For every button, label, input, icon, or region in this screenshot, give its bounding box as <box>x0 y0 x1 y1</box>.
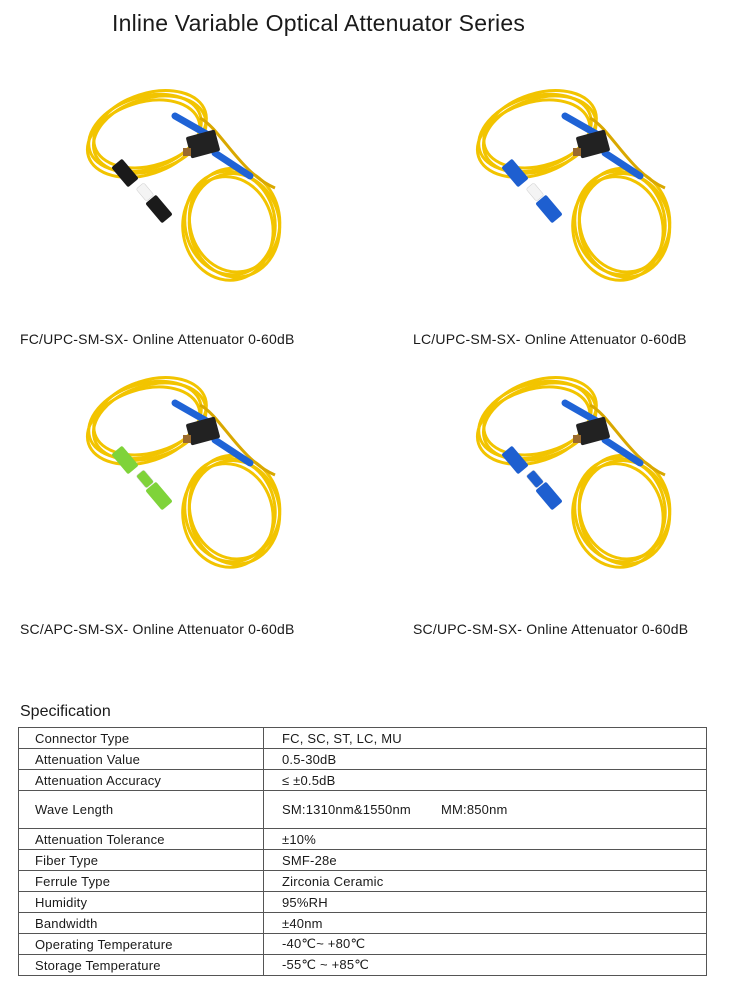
table-row <box>19 913 707 934</box>
fiber-coil <box>77 78 216 191</box>
spec-value: ≤ ±0.5dB <box>264 770 707 791</box>
spec-value: -40℃~ +80℃ <box>264 934 707 955</box>
adjust-screw <box>183 148 191 156</box>
table-row <box>19 829 707 850</box>
table-row <box>19 934 707 955</box>
fiber-coil <box>175 161 288 287</box>
spec-value: 0.5-30dB <box>264 749 707 770</box>
table-row <box>19 791 707 829</box>
spec-value: -55℃ ~ +85℃ <box>264 955 707 976</box>
fiber-coil <box>467 78 606 191</box>
table-row <box>19 770 707 791</box>
product-caption: LC/UPC-SM-SX- Online Attenuator 0-60dB <box>413 331 687 347</box>
spec-value: SMF-28e <box>264 850 707 871</box>
spec-label: Fiber Type <box>19 850 264 871</box>
adjust-screw <box>573 435 581 443</box>
spec-value: ±10% <box>264 829 707 850</box>
spec-label: Humidity <box>19 892 264 913</box>
adjust-screw <box>183 435 191 443</box>
spec-table <box>18 727 707 976</box>
spec-label: Attenuation Tolerance <box>19 829 264 850</box>
spec-value-sm: SM:1310nm&1550nm <box>282 802 411 817</box>
spec-label: Ferrule Type <box>19 871 264 892</box>
adjust-screw <box>573 148 581 156</box>
table-row <box>19 955 707 976</box>
spec-label: Attenuation Value <box>19 749 264 770</box>
spec-label: Wave Length <box>19 791 264 829</box>
product-image-sc-upc <box>460 365 750 665</box>
fiber-coil <box>565 448 678 574</box>
table-row <box>19 749 707 770</box>
page-title: Inline Variable Optical Attenuator Series <box>112 10 526 36</box>
table-row <box>19 850 707 871</box>
spec-label: Bandwidth <box>19 913 264 934</box>
spec-value-mm: MM:850nm <box>440 802 508 817</box>
product-caption: FC/UPC-SM-SX- Online Attenuator 0-60dB <box>20 331 295 347</box>
spec-value <box>264 791 707 829</box>
fiber-coil <box>77 365 216 478</box>
product-caption: SC/APC-SM-SX- Online Attenuator 0-60dB <box>20 621 295 637</box>
spec-value: FC, SC, ST, LC, MU <box>264 728 707 749</box>
spec-value: Zirconia Ceramic <box>264 871 707 892</box>
product-caption: SC/UPC-SM-SX- Online Attenuator 0-60dB <box>413 621 689 637</box>
spec-heading: Specification <box>20 703 111 720</box>
table-row <box>19 892 707 913</box>
fiber-coil <box>565 161 678 287</box>
table-row <box>19 728 707 749</box>
fiber-coil <box>175 448 288 574</box>
spec-label: Connector Type <box>19 728 264 749</box>
product-image-sc-apc <box>70 365 410 665</box>
spec-label: Operating Temperature <box>19 934 264 955</box>
table-row <box>19 871 707 892</box>
fiber-coil <box>467 365 606 478</box>
spec-label: Attenuation Accuracy <box>19 770 264 791</box>
spec-value: ±40nm <box>264 913 707 934</box>
spec-value: 95%RH <box>264 892 707 913</box>
spec-label: Storage Temperature <box>19 955 264 976</box>
